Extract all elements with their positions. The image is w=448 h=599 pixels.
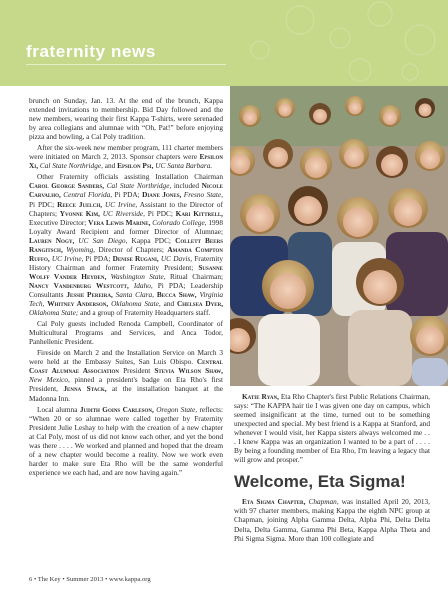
- school-name: New Mexico,: [29, 375, 70, 385]
- text: Director of Chapters;: [95, 244, 168, 254]
- title-rule: [26, 64, 226, 65]
- text: Pi PDA;: [112, 190, 143, 200]
- school-name: UC San Diego,: [74, 235, 128, 245]
- text: and a group of Fraternity Headquarters staff.: [78, 308, 211, 318]
- text: and: [160, 299, 177, 309]
- person-name: Lauren Nogy,: [29, 235, 75, 245]
- school-name: Central Florida,: [60, 190, 113, 200]
- school-name: Cal State Northridge,: [104, 181, 172, 191]
- section-title: fraternity news: [26, 42, 156, 61]
- person-name: Carol George Sanders,: [29, 181, 105, 191]
- paragraph-reflection: [29, 405, 223, 477]
- paragraph-fireside: [29, 348, 223, 402]
- person-name: Collett Beers Rangitsch,: [29, 235, 223, 254]
- text: Other Fraternity officials assisting Installation Chairman: [37, 172, 223, 182]
- text: Pi PDC;: [29, 199, 58, 209]
- text: Pi PDA; Leadership Consultants: [29, 280, 223, 299]
- person-name: Whitney Anderson,: [47, 299, 109, 309]
- text: Fireside on March 2 and the Installation Service on March 3 were held at the Embassy Suites, San Luis Obispo.: [29, 348, 223, 367]
- group-photo-icon: [230, 86, 448, 386]
- text: reflects: “When 20 or so alumnae were called together by Fraternity President Julie Leshay to help with the creation of a new chapter at Cal Poly, most of us did not know each other, and yet the bond was there . . . . We worked and planned and hoped that the dream of a new chapter would become a reality. Now we work even harder to make sure Eta Rho will be the same wonderful experience we each had, and are now having again.”: [29, 404, 223, 477]
- paragraph-katie-ryan: [234, 392, 430, 464]
- chapter-name: Epsilon Psi,: [117, 161, 154, 171]
- person-name: Becca Shaw,: [156, 289, 197, 299]
- person-name: Chelsea Dyer,: [176, 299, 224, 309]
- text: and: [102, 161, 118, 171]
- text: Ritual Chairman;: [165, 271, 223, 281]
- school-name: Santa Clara,: [112, 289, 154, 299]
- text: at the installation banquet at the Madonna Inn.: [29, 384, 223, 403]
- person-name: Nancy Vandenburg Westcott,: [29, 280, 129, 290]
- person-name: Jessie Pereira,: [66, 289, 113, 299]
- paragraph-guests: Cal Poly guests included Renoda Campbell, Coordinator of Multicultural Programs and Services, and Anca Todor, Panhellenic President.: [29, 319, 223, 347]
- text: After the six-week new member program, 111 charter members were initiated on March 2, 2013. Sponsor chapters were: [29, 143, 223, 162]
- text: Pi PDC;: [145, 208, 176, 218]
- person-name: Judith Goins Carleson,: [79, 404, 154, 414]
- school-name: Fresno State,: [181, 190, 223, 200]
- text: Executive Director;: [29, 217, 89, 227]
- right-article-column: [234, 392, 430, 543]
- person-name: Diane Jones,: [142, 190, 182, 200]
- text: Pi PDA;: [83, 253, 113, 263]
- school-name: Oklahoma State,: [108, 299, 161, 309]
- paragraph-eta-sigma: [234, 497, 430, 542]
- person-name: Kari Kittrell,: [175, 208, 223, 218]
- school-name: Wyoming,: [62, 244, 95, 254]
- paragraph-officials: [29, 172, 223, 317]
- school-name: UC Davis,: [158, 253, 193, 263]
- school-name: UC Irvine,: [49, 253, 84, 263]
- group-photo: [230, 86, 448, 386]
- text: included: [171, 181, 202, 191]
- school-name: Virginia Tech,: [29, 289, 223, 309]
- school-name: UC Irvine,: [102, 199, 138, 209]
- school-name: Oklahoma State;: [29, 308, 79, 318]
- school-name: Washington State,: [106, 271, 166, 281]
- person-name: Stevia Wilson Shaw,: [154, 366, 223, 376]
- text: pinned a president's badge on Eta Rho's first President,: [29, 375, 224, 394]
- section-heading: Welcome, Eta Sigma!: [234, 472, 406, 492]
- person-name: Yvonne Kim,: [59, 208, 100, 218]
- school-name: Cal State Northridge,: [38, 161, 103, 171]
- person-name: Susanne Wolff Vander Heyden,: [29, 262, 223, 281]
- school-name: Colorado College,: [150, 217, 207, 227]
- paragraph-initiation: [29, 143, 223, 170]
- association-name: Central Coast Alumnae Association: [29, 357, 223, 376]
- chapter-name: Eta Sigma Chapter,: [242, 497, 306, 507]
- school-name: UC Riverside,: [99, 208, 145, 218]
- text: President: [119, 366, 155, 376]
- person-name: Denise Rugani,: [112, 253, 159, 263]
- text: Assistant to the Director of Chapters;: [29, 199, 223, 218]
- person-name: Nicole Carvalho,: [29, 181, 223, 200]
- text: Eta Rho Chapter's first Public Relations Chairman, says: “The KAPPA hair tie I was given one day on campus, which seemed insignificant at the time, turned out to be something unexpected and special. My best friend is a Kappa at Stanford, and whenever I would visit, her Kappa sisters always welcomed me . . . I knew Kappa was an organization I wanted to be a part of . . . . By being a founding member of Eta Rho, I'm leaving a legacy that will grow and prosper.”: [234, 392, 430, 465]
- school-name: Idaho,: [128, 280, 153, 290]
- header-band: [0, 0, 448, 86]
- person-name: Reece Juelch,: [57, 199, 103, 209]
- paragraph-brunch: brunch on Sunday, Jan. 13. At the end of the brunch, Kappa extended invitations to membership. Bid Day followed and the new members, wearing their first Kappa T-shirts, were serenaded by area collegians and alumnae with “Oh, Pat!” before enjoying pizza and bowling, a Cal Poly tradition.: [29, 96, 223, 142]
- person-name: Vera Lewis Marine,: [88, 217, 151, 227]
- person-name: Jenna Stack,: [63, 384, 107, 394]
- school-name: Chapman,: [305, 497, 339, 507]
- person-name: Katie Ryan,: [242, 392, 279, 401]
- text: 1998 Loyalty Award Recipient and former Director of Alumnae;: [29, 217, 223, 236]
- text: Kappa PDC;: [127, 235, 176, 245]
- text: Local alumna: [37, 404, 80, 414]
- school-name: Oregon State,: [153, 404, 198, 414]
- school-name: UC Santa Barbara.: [153, 161, 213, 171]
- person-name: Amanda Compton Ruffo,: [29, 244, 223, 263]
- left-article-column: [29, 96, 223, 479]
- text: was installed April 20, 2013, with 97 charter members, making Kappa the eighth NPC group at Chapman, joining Alpha Gamma Delta, Alpha Phi, Delta Delta Delta, Delta Gamma, Gamma Phi Beta, Kappa Alpha Theta and Phi Sigma Sigma. More than 100 collegiate and: [234, 497, 431, 543]
- chapter-name: Epsilon Xi,: [29, 152, 223, 171]
- page-footer: 6 • The Key • Summer 2013 • www.kappa.org: [29, 576, 151, 583]
- text: Fraternity History Chairman and former Fraternity President;: [29, 253, 223, 272]
